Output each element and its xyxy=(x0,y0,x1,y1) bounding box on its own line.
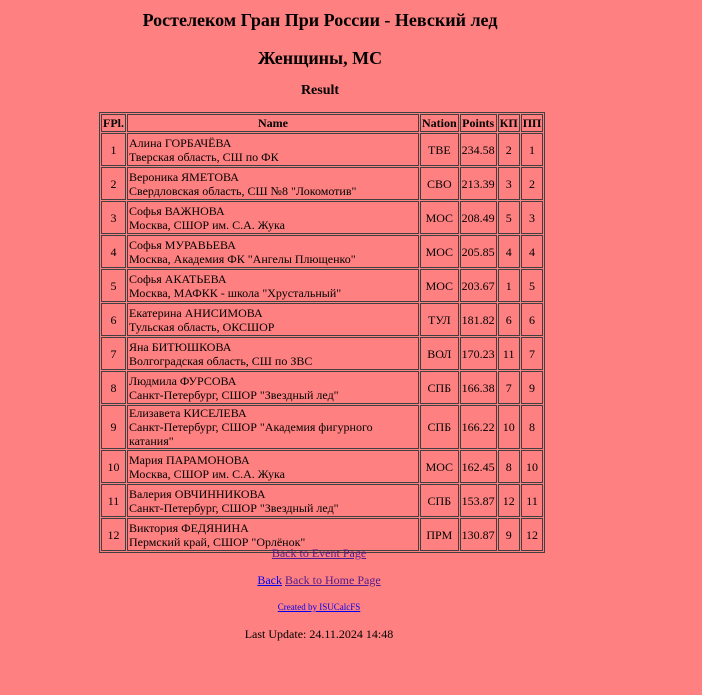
kp-rank-cell: 2 xyxy=(498,133,520,166)
table-row xyxy=(101,484,543,517)
skater-name: Софья АКАТЬЕВА xyxy=(129,271,227,286)
col-header-fpl: FPl. xyxy=(103,116,124,130)
pp-rank-cell: 8 xyxy=(521,405,544,449)
placement-cell: 6 xyxy=(101,303,126,336)
points-cell: 213.39 xyxy=(460,167,497,200)
skater-club: Москва, Академия ФК "Ангелы Плющенко" xyxy=(129,251,356,266)
pp-rank-cell: 10 xyxy=(521,450,544,483)
table-row xyxy=(101,303,543,336)
created-by-link[interactable]: Created by ISUCalcFS xyxy=(277,602,361,612)
table-row xyxy=(101,201,543,234)
kp-rank-cell: 9 xyxy=(498,518,520,551)
pp-rank-cell: 2 xyxy=(521,167,544,200)
nation-cell: МОС xyxy=(420,450,459,483)
kp-rank-cell: 6 xyxy=(498,303,520,336)
kp-rank-cell: 12 xyxy=(498,484,520,517)
table-row xyxy=(101,405,543,449)
skater-name: Людмила ФУРСОВА xyxy=(129,373,237,388)
kp-rank-cell: 4 xyxy=(498,235,520,268)
placement-cell: 7 xyxy=(101,337,126,370)
placement-cell: 10 xyxy=(101,450,126,483)
kp-rank-cell: 8 xyxy=(498,450,520,483)
skater-name: Софья МУРАВЬЕВА xyxy=(129,237,236,252)
kp-rank-cell: 11 xyxy=(498,337,520,370)
points-cell: 130.87 xyxy=(460,518,497,551)
points-cell: 162.45 xyxy=(460,450,497,483)
kp-rank-cell: 7 xyxy=(498,371,520,404)
kp-rank-cell: 3 xyxy=(498,167,520,200)
skater-cell xyxy=(127,484,419,517)
skater-club: Пермский край, СШОР "Орлёнок" xyxy=(129,534,306,549)
nation-cell: ВОЛ xyxy=(420,337,459,370)
kp-rank-cell: 1 xyxy=(498,269,520,302)
placement-cell: 5 xyxy=(101,269,126,302)
results-table xyxy=(99,112,545,553)
skater-club: Свердловская область, СШ №8 "Локомотив" xyxy=(129,183,357,198)
col-header-name: Name xyxy=(127,114,419,132)
event-link-row xyxy=(0,546,638,561)
kp-rank-cell: 10 xyxy=(498,405,520,449)
back-to-event-link[interactable]: Back to Event Page xyxy=(271,546,367,560)
skater-name: Мария ПАРАМОНОВА xyxy=(129,452,250,467)
skater-name: Яна БИТЮШКОВА xyxy=(129,339,232,354)
nation-cell: ПРМ xyxy=(420,518,459,551)
page-header xyxy=(0,0,640,100)
points-cell: 166.22 xyxy=(460,405,497,449)
pp-rank-cell: 1 xyxy=(521,133,544,166)
col-header-pp: ПП xyxy=(522,116,542,130)
skater-name: Елизавета КИСЕЛЕВА xyxy=(129,406,247,420)
skater-club: Санкт-Петербург, СШОР "Звездный лед" xyxy=(129,387,339,402)
table-row xyxy=(101,337,543,370)
nation-cell: МОС xyxy=(420,235,459,268)
placement-cell: 4 xyxy=(101,235,126,268)
skater-cell xyxy=(127,405,419,449)
nation-cell: ТУЛ xyxy=(420,303,459,336)
points-cell: 181.82 xyxy=(460,303,497,336)
skater-cell xyxy=(127,133,419,166)
skater-cell xyxy=(127,167,419,200)
col-header-nation: Nation xyxy=(422,116,457,130)
skater-cell xyxy=(127,269,419,302)
table-row xyxy=(101,450,543,483)
segment-title: Result xyxy=(300,83,340,98)
skater-club: Волгоградская область, СШ по ЗВС xyxy=(129,353,313,368)
skater-name: Виктория ФЕДЯНИНА xyxy=(129,520,249,535)
pp-rank-cell: 4 xyxy=(521,235,544,268)
pp-rank-cell: 6 xyxy=(521,303,544,336)
category-title: Женщины, МС xyxy=(257,48,383,68)
kp-rank-cell: 5 xyxy=(498,201,520,234)
skater-club: Санкт-Петербург, СШОР "Академия фигурного катания" xyxy=(129,420,373,448)
skater-cell xyxy=(127,303,419,336)
col-header-points: Points xyxy=(460,114,497,132)
nation-cell: МОС xyxy=(420,269,459,302)
nation-cell: СПБ xyxy=(420,484,459,517)
nation-cell: ТВЕ xyxy=(420,133,459,166)
placement-cell: 11 xyxy=(101,484,126,517)
points-cell: 153.87 xyxy=(460,484,497,517)
created-by-row xyxy=(0,602,638,612)
skater-club: Москва, СШОР им. С.А. Жука xyxy=(129,466,285,481)
table-row xyxy=(101,269,543,302)
skater-name: Екатерина АНИСИМОВА xyxy=(129,305,263,320)
placement-cell: 2 xyxy=(101,167,126,200)
skater-club: Тульская область, ОКСШОР xyxy=(129,319,275,334)
skater-cell xyxy=(127,201,419,234)
skater-club: Москва, МАФКК - школа "Хрустальный" xyxy=(129,285,342,300)
points-cell: 170.23 xyxy=(460,337,497,370)
skater-name: Алина ГОРБАЧЁВА xyxy=(129,135,232,150)
points-cell: 234.58 xyxy=(460,133,497,166)
skater-cell xyxy=(127,371,419,404)
points-cell: 166.38 xyxy=(460,371,497,404)
table-row xyxy=(101,371,543,404)
pp-rank-cell: 7 xyxy=(521,337,544,370)
nation-cell: СПБ xyxy=(420,405,459,449)
pp-rank-cell: 9 xyxy=(521,371,544,404)
points-cell: 205.85 xyxy=(460,235,497,268)
skater-cell xyxy=(127,337,419,370)
back-to-home-link[interactable]: Back to Home Page xyxy=(285,573,381,587)
skater-cell xyxy=(127,450,419,483)
skater-name: Валерия ОВЧИННИКОВА xyxy=(129,486,266,501)
pp-rank-cell: 3 xyxy=(521,201,544,234)
skater-club: Тверская область, СШ по ФК xyxy=(129,149,279,164)
col-header-kp: КП xyxy=(499,116,518,130)
back-link[interactable]: Back xyxy=(257,573,282,587)
placement-cell: 9 xyxy=(101,405,126,449)
skater-club: Санкт-Петербург, СШОР "Звездный лед" xyxy=(129,500,339,515)
table-row xyxy=(101,235,543,268)
skater-club: Москва, СШОР им. С.А. Жука xyxy=(129,217,285,232)
placement-cell: 8 xyxy=(101,371,126,404)
placement-cell: 12 xyxy=(101,518,126,551)
pp-rank-cell: 11 xyxy=(521,484,544,517)
skater-name: Софья ВАЖНОВА xyxy=(129,203,225,218)
table-row xyxy=(101,133,543,166)
skater-name: Вероника ЯМЕТОВА xyxy=(129,169,239,184)
points-cell: 208.49 xyxy=(460,201,497,234)
nation-cell: МОС xyxy=(420,201,459,234)
placement-cell: 3 xyxy=(101,201,126,234)
pp-rank-cell: 5 xyxy=(521,269,544,302)
pp-rank-cell: 12 xyxy=(521,518,544,551)
nation-cell: СПБ xyxy=(420,371,459,404)
table-header-row xyxy=(101,114,543,132)
home-link-row xyxy=(0,573,638,588)
points-cell: 203.67 xyxy=(460,269,497,302)
last-update: Last Update: 24.11.2024 14:48 xyxy=(244,627,394,641)
event-title: Ростелеком Гран При России - Невский лед xyxy=(142,10,498,30)
skater-cell xyxy=(127,235,419,268)
nation-cell: СВО xyxy=(420,167,459,200)
table-row xyxy=(101,167,543,200)
placement-cell: 1 xyxy=(101,133,126,166)
